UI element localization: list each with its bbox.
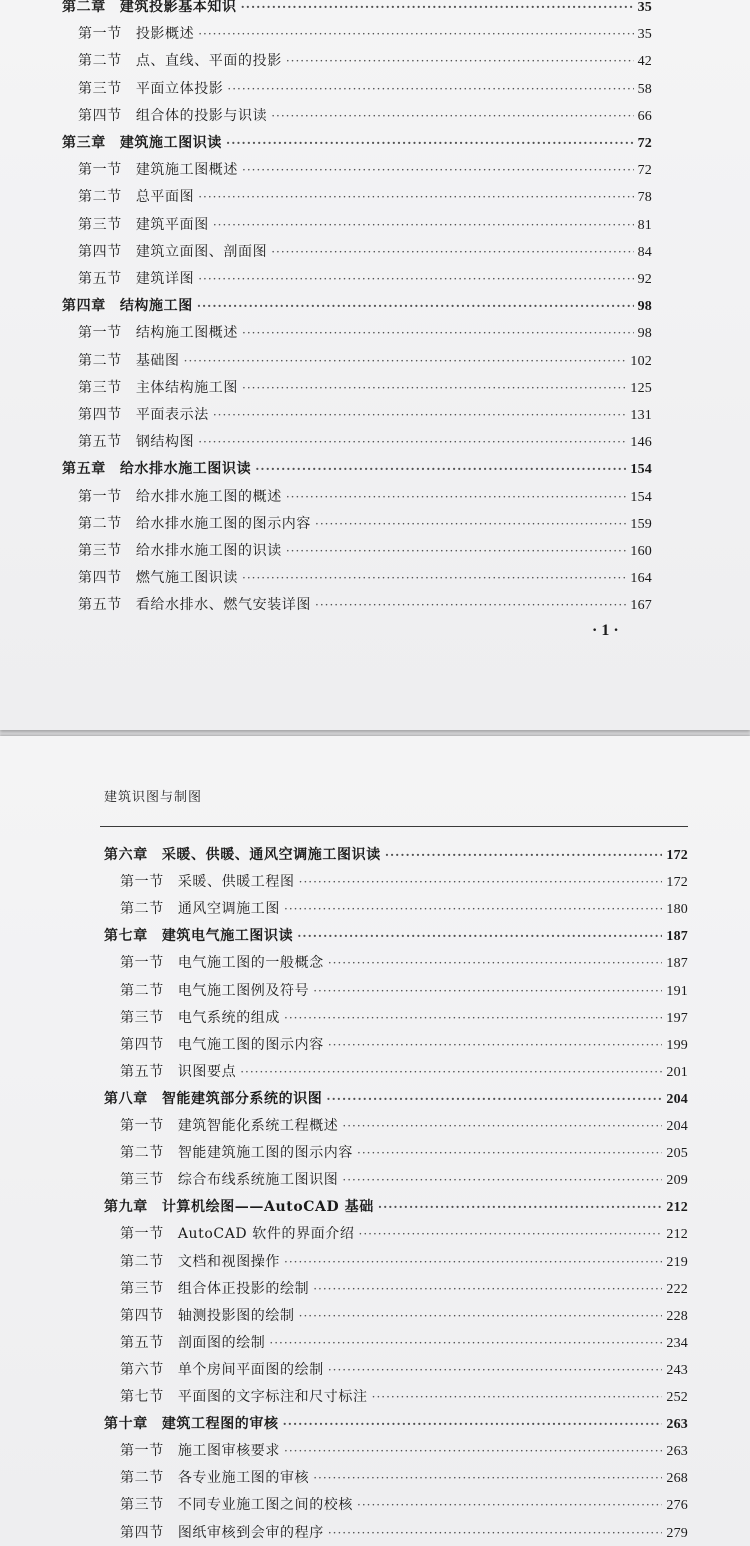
dot-leader — [284, 1255, 662, 1269]
page-ref: 167 — [630, 598, 652, 614]
dot-leader — [197, 299, 634, 313]
toc-chapter-entry — [62, 295, 652, 315]
dot-leader — [315, 598, 626, 612]
page-ref: 160 — [630, 544, 652, 559]
section-title: 电气施工图例及符号 — [177, 982, 310, 999]
dot-leader — [357, 1146, 662, 1160]
section-title: 智能建筑施工图的图示内容 — [177, 1145, 354, 1162]
toc-section-entry — [78, 214, 652, 234]
dot-leader — [184, 354, 627, 368]
section-number: 第五节 — [120, 1334, 164, 1351]
dot-leader — [328, 1363, 663, 1377]
section-number: 第三节 — [78, 216, 122, 233]
page-ref: 58 — [637, 81, 652, 97]
toc-section-entry — [78, 567, 652, 587]
section-title: 点、直线、平面的投影 — [135, 53, 282, 70]
page-ref: 228 — [666, 1308, 688, 1324]
section-number: 第一节 — [78, 162, 122, 179]
toc-chapter-entry — [62, 0, 652, 16]
page-ref: 219 — [666, 1254, 688, 1270]
dot-leader — [315, 517, 626, 531]
page-ref: 159 — [630, 516, 652, 532]
section-title: 燃气施工图识读 — [135, 570, 239, 587]
toc-section-entry — [120, 1061, 688, 1081]
section-number: 第二节 — [120, 1253, 164, 1270]
section-title: 组合体正投影的绘制 — [177, 1280, 310, 1297]
chapter-title: 建筑电气施工图识读 — [161, 928, 294, 945]
page-ref: 180 — [666, 902, 688, 918]
toc-section-entry — [120, 952, 688, 972]
section-title: 不同专业施工图之间的校核 — [177, 1497, 354, 1514]
dot-leader — [198, 27, 633, 41]
toc-section-entry — [78, 404, 652, 424]
dot-leader — [269, 1336, 662, 1350]
section-number: 第五节 — [78, 271, 122, 287]
toc-section-entry — [78, 513, 652, 533]
page-ref: 243 — [666, 1362, 688, 1378]
section-title: 建筑立面图、剖面图 — [135, 243, 268, 260]
section-title: 给水排水施工图的识读 — [135, 543, 282, 559]
section-number: 第四节 — [78, 243, 122, 260]
chapter-number: 第五章 — [62, 461, 106, 478]
section-number: 第三节 — [78, 80, 122, 97]
dot-leader — [242, 326, 634, 340]
section-title: 钢结构图 — [135, 434, 195, 451]
section-number: 第四节 — [78, 570, 122, 587]
running-head: 建筑识图与制图 — [104, 790, 203, 805]
page-ref: 84 — [637, 244, 652, 260]
page-ref: 187 — [666, 956, 688, 972]
section-title: 建筑智能化系统工程概述 — [177, 1118, 339, 1134]
toc-chapter-entry — [104, 1413, 688, 1433]
section-title: 投影概述 — [135, 26, 195, 43]
page-ref: 191 — [666, 983, 688, 999]
dot-leader — [286, 544, 627, 558]
page-ref: 35 — [637, 0, 652, 15]
section-title: 平面图的文字标注和尺寸标注 — [177, 1389, 368, 1405]
page-ref: 35 — [637, 27, 652, 43]
toc-chapter-entry — [104, 925, 688, 945]
dot-leader — [342, 1173, 662, 1187]
section-number: 第七节 — [120, 1389, 164, 1405]
page-ref: 205 — [666, 1146, 688, 1162]
section-number: 第一节 — [120, 1443, 164, 1460]
dot-leader — [227, 82, 633, 96]
section-number: 第四节 — [120, 1307, 164, 1324]
page-ref: 66 — [637, 108, 652, 124]
section-number: 第二节 — [120, 982, 164, 999]
dot-leader — [226, 136, 634, 150]
dot-leader — [240, 1065, 662, 1079]
section-title: 采暖、供暖工程图 — [177, 874, 295, 891]
section-title: 看给水排水、燃气安装详图 — [135, 597, 312, 614]
header-rule — [100, 826, 688, 827]
chapter-number: 第四章 — [62, 298, 106, 315]
page-ref: 199 — [666, 1037, 688, 1053]
page-ref: 187 — [666, 929, 688, 945]
dot-leader — [283, 1417, 663, 1431]
page-ref: 268 — [666, 1471, 688, 1487]
dot-leader — [299, 875, 663, 889]
page-ref: 172 — [666, 848, 688, 863]
toc-section-entry — [78, 50, 652, 70]
toc-section-entry — [120, 1359, 688, 1379]
section-title: 综合布线系统施工图识图 — [177, 1172, 339, 1189]
toc-section-entry — [120, 1007, 688, 1027]
chapter-title: 智能建筑部分系统的识图 — [161, 1090, 323, 1107]
page-ref: 234 — [666, 1335, 688, 1351]
toc-section-entry — [120, 1251, 688, 1271]
dot-leader — [328, 956, 663, 970]
section-title: 结构施工图概述 — [135, 325, 239, 342]
toc-chapter-entry — [104, 1196, 688, 1216]
section-number: 第四节 — [78, 407, 122, 423]
page-ref: 279 — [666, 1525, 688, 1541]
page-ref: 72 — [637, 136, 652, 151]
toc-section-entry — [78, 350, 652, 370]
chapter-number: 第二章 — [62, 0, 106, 15]
toc-section-entry — [120, 980, 688, 1000]
toc-section-entry — [120, 1034, 688, 1054]
page-ref: 78 — [637, 190, 652, 206]
section-number: 第一节 — [120, 1118, 164, 1134]
section-title: 总平面图 — [135, 189, 195, 206]
section-title: 平面表示法 — [135, 407, 209, 423]
dot-leader — [378, 1200, 663, 1214]
page-ref: 154 — [630, 462, 652, 478]
dot-leader — [255, 462, 626, 476]
toc-section-entry — [120, 1440, 688, 1460]
page-ref: 72 — [637, 163, 652, 179]
chapter-title: 建筑施工图识读 — [119, 135, 223, 151]
section-title: 电气施工图的图示内容 — [177, 1036, 324, 1053]
page-ref: 92 — [637, 272, 652, 287]
section-number: 第三节 — [120, 1280, 164, 1297]
section-number: 第三节 — [120, 1497, 164, 1514]
chapter-number: 第六章 — [104, 847, 148, 863]
section-number: 第一节 — [120, 1226, 164, 1243]
dot-leader — [299, 1309, 663, 1323]
toc-section-entry — [78, 241, 652, 261]
section-title: 单个房间平面图的绘制 — [177, 1361, 324, 1378]
section-number: 第二节 — [78, 53, 122, 70]
toc-chapter-entry — [104, 1088, 688, 1108]
dot-leader — [242, 571, 626, 585]
chapter-title: 给水排水施工图识读 — [119, 461, 252, 478]
section-title: 基础图 — [135, 352, 180, 369]
toc-section-entry — [120, 1223, 688, 1243]
section-number: 第二节 — [120, 901, 164, 918]
dot-leader — [313, 1471, 662, 1485]
page-ref: 172 — [666, 875, 688, 891]
chapter-number: 第七章 — [104, 928, 148, 945]
dot-leader — [284, 1444, 662, 1458]
section-title: 电气施工图的一般概念 — [177, 955, 324, 972]
dot-leader — [286, 54, 634, 68]
section-number: 第六节 — [120, 1361, 164, 1378]
page-ref: 263 — [666, 1444, 688, 1460]
page-ref: 146 — [630, 435, 652, 451]
page-ref: 154 — [630, 489, 652, 505]
section-title: 电气系统的组成 — [177, 1009, 281, 1026]
toc-chapter-entry — [62, 132, 652, 152]
section-title: 通风空调施工图 — [177, 901, 281, 918]
section-number: 第三节 — [78, 543, 122, 559]
toc-section-entry — [78, 268, 652, 288]
chapter-title: 建筑投影基本知识 — [119, 0, 237, 15]
section-number: 第四节 — [120, 1524, 164, 1541]
dot-leader — [242, 163, 634, 177]
dot-leader — [385, 848, 663, 862]
toc-section-entry — [78, 377, 652, 397]
toc-section-entry — [78, 105, 652, 125]
toc-section-entry — [120, 871, 688, 891]
dot-leader — [213, 218, 634, 232]
section-title: 给水排水施工图的概述 — [135, 488, 282, 505]
page-ref: 209 — [666, 1173, 688, 1189]
dot-leader — [198, 190, 633, 204]
dot-leader — [286, 490, 627, 504]
section-number: 第五节 — [120, 1063, 164, 1080]
dot-leader — [271, 245, 633, 259]
dot-leader — [284, 902, 662, 916]
page-ref: 102 — [630, 353, 652, 369]
toc-section-entry — [78, 186, 652, 206]
page-ref: 42 — [637, 54, 652, 70]
page-number: ·1· — [592, 622, 623, 639]
page-ref: 252 — [666, 1390, 688, 1405]
section-number: 第一节 — [78, 325, 122, 342]
section-number: 第一节 — [120, 874, 164, 891]
toc-page-2 — [0, 736, 750, 1546]
section-title: 平面立体投影 — [135, 80, 224, 97]
toc-chapter-entry — [104, 844, 688, 864]
dot-leader — [313, 1282, 662, 1296]
page-ref: 197 — [666, 1010, 688, 1026]
page-ref: 222 — [666, 1281, 688, 1297]
toc-section-entry — [78, 540, 652, 560]
dot-leader — [342, 1119, 662, 1133]
section-number: 第二节 — [120, 1470, 164, 1487]
page-ref: 201 — [666, 1064, 688, 1080]
toc-section-entry — [78, 486, 652, 506]
dot-leader — [297, 929, 662, 943]
toc-section-entry — [78, 594, 652, 614]
section-title: 建筑详图 — [135, 271, 195, 287]
toc-section-entry — [78, 159, 652, 179]
chapter-title: 建筑工程图的审核 — [161, 1416, 279, 1433]
page-ref: 204 — [666, 1119, 688, 1134]
section-title: 各专业施工图的审核 — [177, 1470, 310, 1487]
page-ref: 98 — [637, 326, 652, 342]
chapter-number: 第十章 — [104, 1416, 148, 1433]
section-title: 建筑平面图 — [135, 216, 209, 233]
page-ref: 164 — [630, 571, 652, 587]
section-number: 第五节 — [78, 597, 122, 614]
toc-section-entry — [120, 1494, 688, 1514]
section-title: 施工图审核要求 — [177, 1443, 281, 1460]
toc-section-entry — [120, 898, 688, 918]
toc-section-entry — [120, 1522, 688, 1542]
section-title: 轴测投影图的绘制 — [177, 1307, 295, 1324]
dot-leader — [198, 435, 626, 449]
dot-leader — [359, 1227, 663, 1241]
dot-leader — [357, 1498, 662, 1512]
page-ref: 81 — [637, 217, 652, 233]
dot-leader — [328, 1038, 663, 1052]
dot-leader — [242, 381, 626, 395]
section-title: 剖面图的绘制 — [177, 1334, 266, 1351]
dot-leader — [284, 1011, 662, 1025]
page-ref: 204 — [666, 1091, 688, 1107]
toc-chapter-entry — [62, 458, 652, 478]
toc-section-entry — [120, 1467, 688, 1487]
chapter-number: 第三章 — [62, 135, 106, 151]
section-number: 第二节 — [78, 515, 122, 532]
section-number: 第五节 — [78, 434, 122, 451]
chapter-title: 结构施工图 — [119, 298, 193, 315]
toc-section-entry — [120, 1305, 688, 1325]
toc-section-entry — [120, 1142, 688, 1162]
section-title: 建筑施工图概述 — [135, 162, 239, 179]
section-title: 图纸审核到会审的程序 — [177, 1524, 324, 1541]
page-ref: 98 — [637, 299, 652, 315]
page-ref: 212 — [666, 1227, 688, 1243]
section-number: 第三节 — [78, 379, 122, 396]
page-ref: 212 — [666, 1200, 688, 1216]
toc-section-entry — [78, 431, 652, 451]
toc-section-entry — [120, 1278, 688, 1298]
section-number: 第三节 — [120, 1172, 164, 1189]
section-title: 主体结构施工图 — [135, 379, 239, 396]
toc-section-entry — [120, 1115, 688, 1135]
section-number: 第二节 — [78, 189, 122, 206]
dot-leader — [313, 984, 662, 998]
toc-page-1 — [0, 0, 750, 730]
section-title: 组合体的投影与识读 — [135, 107, 268, 124]
section-title: 给水排水施工图的图示内容 — [135, 515, 312, 532]
page-ref: 131 — [630, 408, 652, 423]
toc-section-entry — [78, 23, 652, 43]
page-ref: 276 — [666, 1498, 688, 1514]
chapter-number: 第九章 — [104, 1199, 148, 1216]
section-title: 文档和视图操作 — [177, 1253, 281, 1270]
chapter-title: 采暖、供暖、通风空调施工图识读 — [161, 847, 381, 863]
toc-section-entry — [120, 1332, 688, 1352]
dot-leader — [213, 408, 627, 422]
toc-section-entry — [120, 1169, 688, 1189]
section-number: 第三节 — [120, 1009, 164, 1026]
section-number: 第一节 — [78, 488, 122, 505]
dot-leader — [241, 0, 634, 14]
section-title: AutoCAD 软件的界面介绍 — [177, 1226, 355, 1243]
section-number: 第四节 — [120, 1036, 164, 1053]
chapter-number: 第八章 — [104, 1090, 148, 1107]
dot-leader — [326, 1092, 662, 1106]
toc-section-entry — [78, 78, 652, 98]
dot-leader — [372, 1390, 663, 1404]
page-ref: 263 — [666, 1417, 688, 1433]
toc-section-entry — [120, 1386, 688, 1406]
section-title: 识图要点 — [177, 1063, 237, 1080]
section-number: 第一节 — [120, 955, 164, 972]
section-number: 第二节 — [120, 1145, 164, 1162]
section-number: 第四节 — [78, 107, 122, 124]
page-ref: 125 — [630, 380, 652, 396]
dot-leader — [328, 1526, 663, 1540]
section-number: 第一节 — [78, 26, 122, 43]
chapter-title: 计算机绘图——AutoCAD 基础 — [161, 1199, 374, 1216]
toc-section-entry — [78, 322, 652, 342]
dot-leader — [198, 272, 633, 286]
dot-leader — [271, 109, 633, 123]
section-number: 第二节 — [78, 352, 122, 369]
